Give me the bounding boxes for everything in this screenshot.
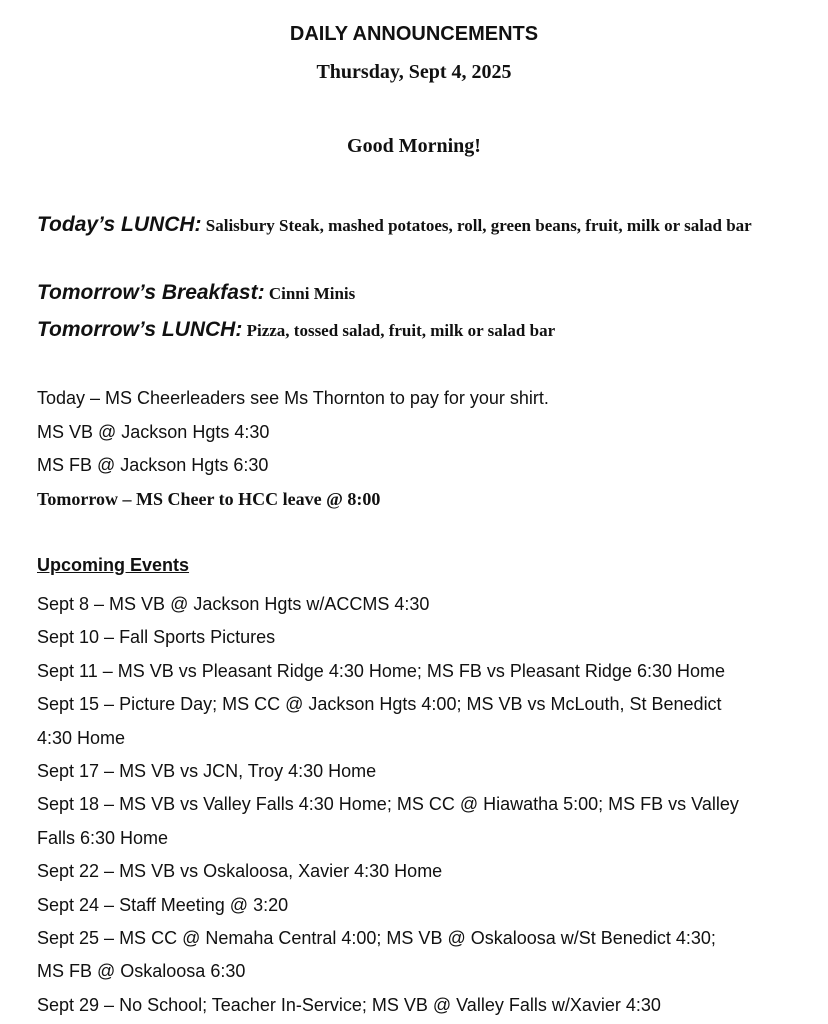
todays-lunch-text: Salisbury Steak, mashed potatoes, roll, green beans, fruit, milk or salad bar — [201, 216, 752, 235]
tomorrows-lunch-label: Tomorrow’s LUNCH: — [37, 318, 243, 341]
event-line: Sept 10 – Fall Sports Pictures — [37, 627, 276, 648]
event-line: Sept 11 – MS VB vs Pleasant Ridge 4:30 Home; MS FB vs Pleasant Ridge 6:30 Home — [37, 660, 726, 681]
tomorrows-breakfast-text: Cinni Minis — [264, 284, 356, 303]
todays-lunch-label: Today’s LUNCH: — [37, 213, 202, 236]
event-line: MS FB @ Oskaloosa 6:30 — [37, 961, 246, 982]
event-line: Sept 29 – No School; Teacher In-Service; MS VB @ Valley Falls w/Xavier 4:30 — [37, 994, 661, 1015]
upcoming-events-heading: Upcoming Events — [37, 555, 190, 575]
upcoming-events-list — [37, 588, 807, 1022]
tomorrows-lunch — [37, 315, 797, 347]
today-item: Today – MS Cheerleaders see Ms Thornton to pay for your shirt. — [37, 388, 549, 408]
greeting: Good Morning! — [347, 135, 481, 157]
event-line: Sept 24 – Staff Meeting @ 3:20 — [37, 894, 289, 915]
tomorrows-lunch-text: Pizza, tossed salad, fruit, milk or salad bar — [242, 321, 556, 340]
tomorrow-item: Tomorrow – MS Cheer to HCC leave @ 8:00 — [37, 489, 381, 509]
event-line: Sept 18 – MS VB vs Valley Falls 4:30 Home; MS CC @ Hiawatha 5:00; MS FB vs Valley — [37, 794, 739, 815]
today-item: MS VB @ Jackson Hgts 4:30 — [37, 422, 270, 442]
document-title: DAILY ANNOUNCEMENTS — [289, 23, 539, 45]
tomorrows-breakfast — [37, 278, 797, 310]
event-line: Falls 6:30 Home — [37, 827, 169, 848]
event-line: Sept 15 – Picture Day; MS CC @ Jackson Hgts 4:00; MS VB vs McLouth, St Benedict — [37, 694, 722, 715]
document-date: Thursday, Sept 4, 2025 — [316, 61, 512, 83]
event-line: Sept 8 – MS VB @ Jackson Hgts w/ACCMS 4:30 — [37, 594, 430, 614]
event-line: Sept 22 – MS VB vs Oskaloosa, Xavier 4:30 Home — [37, 861, 443, 882]
today-item: MS FB @ Jackson Hgts 6:30 — [37, 455, 269, 475]
event-line: 4:30 Home — [37, 727, 126, 748]
todays-lunch — [37, 207, 797, 245]
event-line: Sept 25 – MS CC @ Nemaha Central 4:00; MS VB @ Oskaloosa w/St Benedict 4:30; — [37, 928, 716, 949]
event-line: Sept 17 – MS VB vs JCN, Troy 4:30 Home — [37, 761, 377, 782]
tomorrows-breakfast-label: Tomorrow’s Breakfast: — [37, 281, 265, 304]
